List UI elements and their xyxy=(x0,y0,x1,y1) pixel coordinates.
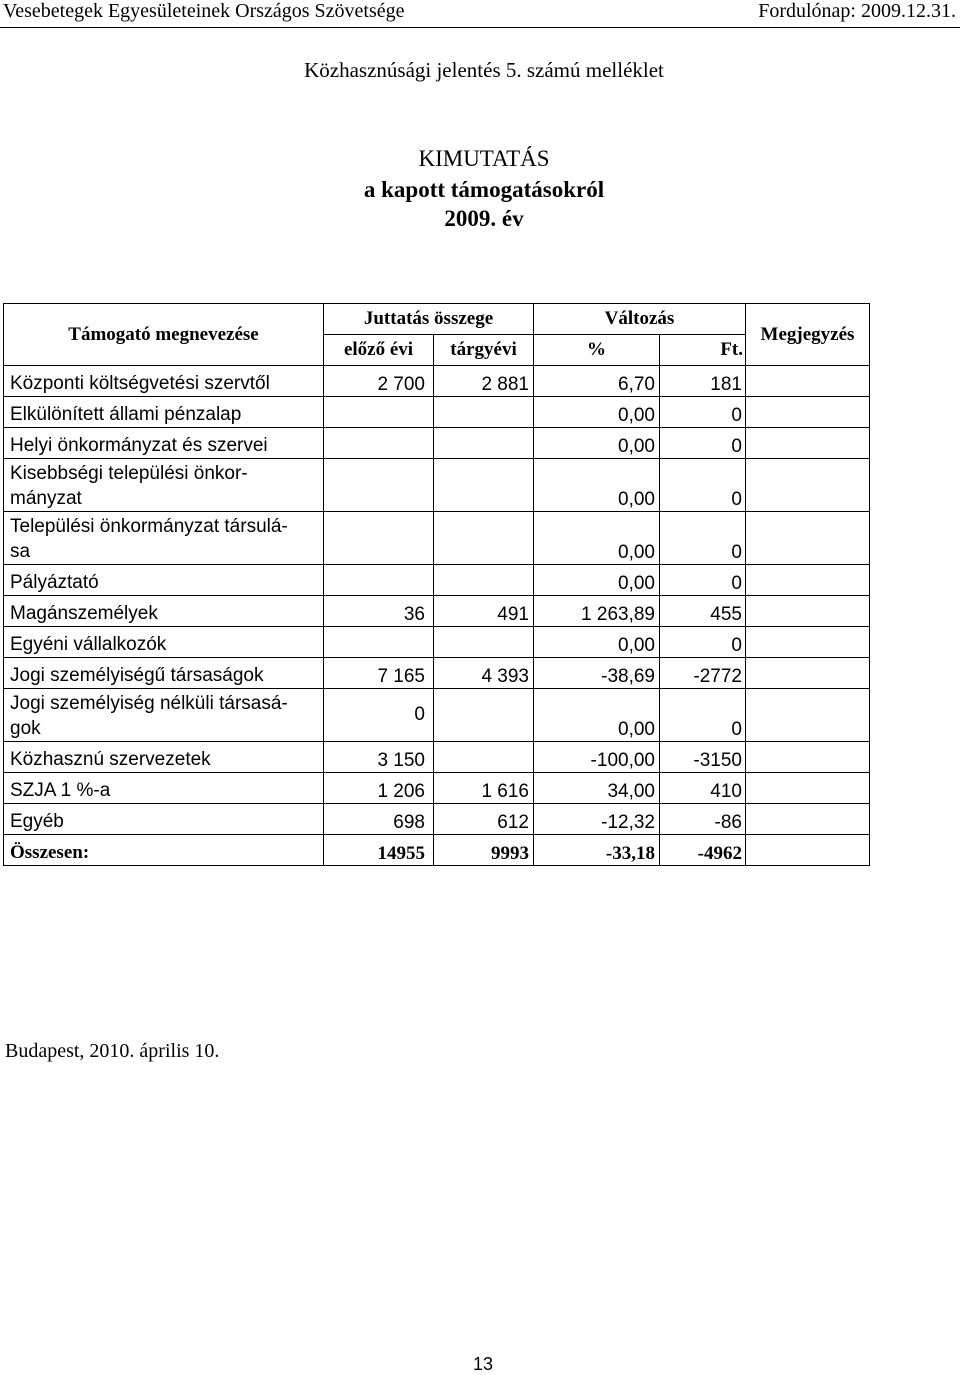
note-cell xyxy=(746,689,870,742)
table-row xyxy=(4,459,870,512)
header-date: Fordulónap: 2009.12.31. xyxy=(758,0,956,22)
current-year-value: 4 393 xyxy=(434,658,534,689)
current-year-value: 491 xyxy=(434,596,534,627)
note-cell xyxy=(746,773,870,804)
total-percent: -33,18 xyxy=(534,835,660,866)
table-row xyxy=(4,565,870,596)
header-divider xyxy=(0,27,960,28)
page-number: 13 xyxy=(472,1354,494,1374)
change-ft: -2772 xyxy=(660,658,746,689)
note-cell xyxy=(746,596,870,627)
annex-label: Közhasznúsági jelentés 5. számú melléklet xyxy=(304,58,664,82)
note-cell xyxy=(746,459,870,512)
table-row xyxy=(4,773,870,804)
prev-year-value: 36 xyxy=(324,596,434,627)
change-ft: 0 xyxy=(660,397,746,428)
change-percent: -38,69 xyxy=(534,658,660,689)
change-percent: 0,00 xyxy=(534,459,660,512)
note-cell xyxy=(746,742,870,773)
header-prev-year: előző évi xyxy=(324,335,434,366)
supporter-name: Egyéb xyxy=(4,804,324,835)
change-percent: 1 263,89 xyxy=(534,596,660,627)
table-row xyxy=(4,658,870,689)
change-ft: 410 xyxy=(660,773,746,804)
change-ft: -3150 xyxy=(660,742,746,773)
supporter-name: Helyi önkormányzat és szervei xyxy=(4,428,324,459)
table-row xyxy=(4,428,870,459)
document-year: 2009. év xyxy=(444,206,524,231)
prev-year-value xyxy=(324,459,434,512)
current-year-value xyxy=(434,512,534,565)
note-cell xyxy=(746,428,870,459)
note-cell xyxy=(746,627,870,658)
note-cell xyxy=(746,397,870,428)
change-percent: 0,00 xyxy=(534,627,660,658)
change-ft: 0 xyxy=(660,689,746,742)
supporter-name: Települési önkormányzat társulá- sa xyxy=(4,512,324,565)
current-year-value xyxy=(434,565,534,596)
table-row xyxy=(4,742,870,773)
supporter-name: SZJA 1 %-a xyxy=(4,773,324,804)
prev-year-value xyxy=(324,627,434,658)
change-ft: 0 xyxy=(660,565,746,596)
supporter-name: Pályáztató xyxy=(4,565,324,596)
table-row xyxy=(4,397,870,428)
supporter-name: Jogi személyiség nélküli társasá- gok xyxy=(4,689,324,742)
supporter-name: Központi költségvetési szervtől xyxy=(4,366,324,397)
current-year-value xyxy=(434,428,534,459)
supporter-name: Kisebbségi települési önkor- mányzat xyxy=(4,459,324,512)
document-subtitle: a kapott támogatásokról xyxy=(363,177,605,202)
note-cell xyxy=(746,565,870,596)
header-supporter: Támogató megnevezése xyxy=(4,304,324,366)
document-title: KIMUTATÁS xyxy=(418,146,550,171)
support-table xyxy=(3,303,870,866)
supporter-name: Jogi személyiségű társaságok xyxy=(4,658,324,689)
total-prev: 14955 xyxy=(324,835,434,866)
change-ft: 0 xyxy=(660,459,746,512)
table-row xyxy=(4,689,870,742)
header-percent: % xyxy=(534,335,660,366)
prev-year-value xyxy=(324,512,434,565)
change-percent: 0,00 xyxy=(534,397,660,428)
table-row xyxy=(4,366,870,397)
header-ft: Ft. xyxy=(660,335,746,366)
current-year-value xyxy=(434,397,534,428)
change-ft: 181 xyxy=(660,366,746,397)
prev-year-value: 1 206 xyxy=(324,773,434,804)
header-note: Megjegyzés xyxy=(746,304,870,366)
note-cell xyxy=(746,658,870,689)
header-organization: Vesebetegek Egyesületeinek Országos Szövetsége xyxy=(3,0,405,22)
change-percent: 0,00 xyxy=(534,689,660,742)
prev-year-value xyxy=(324,428,434,459)
current-year-value xyxy=(434,459,534,512)
total-row xyxy=(4,835,870,866)
current-year-value xyxy=(434,689,534,742)
change-ft: 455 xyxy=(660,596,746,627)
prev-year-value: 3 150 xyxy=(324,742,434,773)
total-current: 9993 xyxy=(434,835,534,866)
header-amount: Juttatás összege xyxy=(324,304,534,335)
change-percent: 0,00 xyxy=(534,428,660,459)
change-percent: 0,00 xyxy=(534,565,660,596)
table-row xyxy=(4,627,870,658)
change-percent: 6,70 xyxy=(534,366,660,397)
table-row xyxy=(4,804,870,835)
change-percent: -12,32 xyxy=(534,804,660,835)
total-label: Összesen: xyxy=(4,835,324,866)
header-current-year: tárgyévi xyxy=(434,335,534,366)
prev-year-value: 0 xyxy=(324,689,434,742)
prev-year-value: 2 700 xyxy=(324,366,434,397)
supporter-name: Közhasznú szervezetek xyxy=(4,742,324,773)
table-row xyxy=(4,596,870,627)
change-percent: -100,00 xyxy=(534,742,660,773)
header-change: Változás xyxy=(534,304,746,335)
change-percent: 0,00 xyxy=(534,512,660,565)
total-ft: -4962 xyxy=(660,835,746,866)
total-note xyxy=(746,835,870,866)
supporter-name: Magánszemélyek xyxy=(4,596,324,627)
prev-year-value xyxy=(324,565,434,596)
current-year-value xyxy=(434,627,534,658)
prev-year-value: 698 xyxy=(324,804,434,835)
current-year-value: 1 616 xyxy=(434,773,534,804)
note-cell xyxy=(746,804,870,835)
change-ft: 0 xyxy=(660,627,746,658)
current-year-value: 612 xyxy=(434,804,534,835)
note-cell xyxy=(746,366,870,397)
change-ft: -86 xyxy=(660,804,746,835)
place-date: Budapest, 2010. április 10. xyxy=(5,1040,220,1062)
prev-year-value: 7 165 xyxy=(324,658,434,689)
change-percent: 34,00 xyxy=(534,773,660,804)
prev-year-value xyxy=(324,397,434,428)
current-year-value xyxy=(434,742,534,773)
note-cell xyxy=(746,512,870,565)
supporter-name: Elkülönített állami pénzalap xyxy=(4,397,324,428)
change-ft: 0 xyxy=(660,512,746,565)
table-row xyxy=(4,512,870,565)
current-year-value: 2 881 xyxy=(434,366,534,397)
supporter-name: Egyéni vállalkozók xyxy=(4,627,324,658)
change-ft: 0 xyxy=(660,428,746,459)
